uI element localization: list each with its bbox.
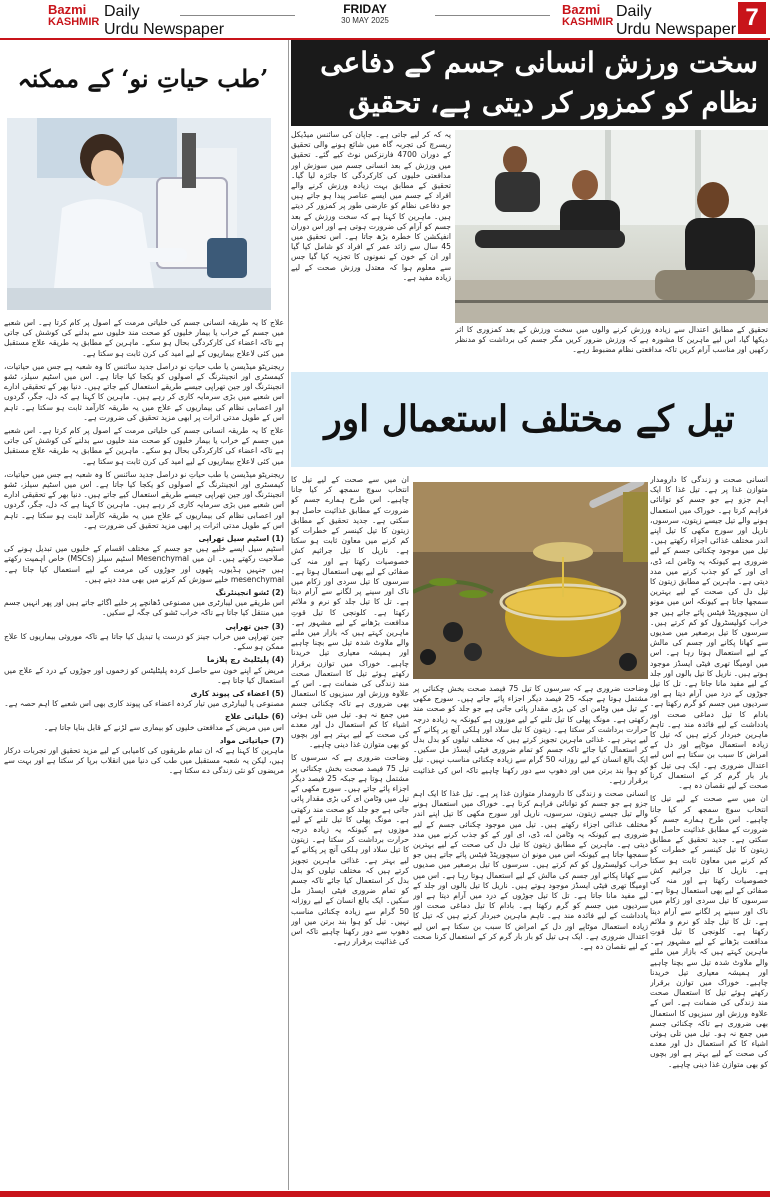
stemcell-body (4, 318, 284, 1189)
stemcell-subhead-1: (1) اسٹیم سیل تھراپی (198, 534, 284, 544)
oil-col1-text: انسانی صحت و زندگی کا دارومدار متوازن غذا پر ہے۔ تیل غذا کا ایک اہم جزو ہے جو جسم کو توانائی فراہم کرتا ہے۔ خوراک میں استعمال ہونے والے تیل جیسے زیتون، سرسوں، ناریل اور سورج مکھی کا تیل اپنے اندر مختلف غذائی اجزاء رکھتے ہیں۔ تیل میں موجود چکنائی جسم کے لیے ضروری ہے کیونکہ یہ وٹامن اے، ڈی، ای اور کے کو جذب کرنے میں مدد دیتی ہے۔ ماہرین کے مطابق زیتون کا تیل دل کی صحت کے لیے بہترین سمجھا جاتا ہے کیونکہ اس میں مونو ان سیچوریٹڈ فیٹس پائے جاتے ہیں جو خراب کولیسٹرول کو کم کرتے ہیں۔ سرسوں کا تیل برصغیر میں صدیوں سے کھانا پکانے اور جسم کی مالش کے لیے استعمال ہوتا رہا ہے۔ اس میں اومیگا تھری فیٹی ایسڈز موجود ہوتے ہیں۔ ناریل کا تیل بالوں اور جلد کے لیے مفید مانا جاتا ہے۔ تل کا تیل جوڑوں کے درد میں آرام دیتا ہے اور سردیوں میں جسم کو گرم رکھتا ہے۔ بادام کا تیل دماغی صحت اور یادداشت کے لیے فائدہ مند ہے۔ تاہم ماہرین خبردار کرتے ہیں کہ تیل کا زیادہ استعمال موٹاپے اور دل کے امراض کا سبب بن سکتا ہے اس لیے اعتدال ضروری ہے۔ ایک ہی تیل کو بار بار گرم کر کے استعمال کرنا صحت کے لیے نقصان دہ ہے۔ (650, 475, 768, 791)
stemcell-intro-cont: علاج کا یہ طریقہ انسانی جسم کی خلیاتی مرمت کے اصول پر کام کرتا ہے۔ اس شعبے میں جسم کے خراب یا بیمار خلیوں کو صحت مند خلیوں سے بدلنے کی کوشش کی جاتی ہے تاکہ اعضاء کی کارکردگی بحال ہو سکے۔ ماہرین کے مطابق یہ طریقہ علاج مستقبل میں کئی لاعلاج بیماریوں کے لیے امید کی کرن ثابت ہو سکتا ہے۔ (4, 426, 284, 466)
stemcell-body-2: اس طریقے میں لیبارٹری میں مصنوعی ڈھانچے پر خلیے اگائے جاتے ہیں اور پھر انہیں جسم میں منتقل کیا جاتا ہے تاکہ خراب ٹشو کی جگہ لے سکیں۔ (4, 598, 284, 618)
exercise-body-text: یہ کہ کر لیے جاتی ہے۔ جاپان کی سائنس میڈیکل ریسرچ کی تجربہ گاہ میں شائع ہونے والی تحقیق کے دوران 4700 فارنزکس نوٹ کیے گئے۔ تحقیق میں ورزش کے بعد انسانی جسم میں سوزش اور مدافعتی خلیوں کی کارکردگی کا جائزہ لیا گیا۔ تحقیق کے مطابق بہت زیادہ ورزش کرنے والے افراد کے جسم میں ایسے عناصر پیدا ہو جاتے ہیں جو دفاعی نظام کو عارضی طور پر کمزور کر دیتے ہیں۔ ماہرین کا کہنا ہے کہ سخت ورزش کے بعد جسم کو آرام کی ضرورت ہوتی ہے اور اس دوران انفیکشن کا خطرہ بڑھ جاتا ہے۔ اس تحقیق میں 45 سال سے زائد عمر کے افراد کو شامل کیا گیا اور ان کے خون کے نمونوں کا تجزیہ کیا گیا جس سے معلوم ہوا کہ معتدل ورزش صحت کے لیے زیادہ مفید ہے۔ (291, 130, 451, 282)
brand-place: KASHMIR (48, 16, 100, 28)
brand-sub-left (104, 3, 224, 39)
stemcell-body-1: اسٹیم سیل ایسے خلیے ہیں جو جسم کے مختلف اقسام کے خلیوں میں تبدیل ہونے کی صلاحیت رکھتے ہیں۔ ان میں Mesenchymal اسٹیم سیلز (MSCs) خاص اہمیت رکھتے ہیں جنہیں ہڈیوں، پٹھوں اور جوڑوں کی مرمت کے لیے استعمال کیا جاتا ہے۔ mesenchymal خلیے سوزش کم کرنے میں بھی مدد دیتے ہیں۔ (4, 544, 284, 584)
lab-scientist-photo (7, 118, 271, 310)
olive-oil-photo (413, 482, 648, 679)
brand-right[interactable] (562, 3, 613, 28)
oil-col2-cont: انسانی صحت و زندگی کا دارومدار متوازن غذا پر ہے۔ تیل غذا کا ایک اہم جزو ہے جو جسم کو توانائی فراہم کرتا ہے۔ خوراک میں استعمال ہونے والے تیل جیسے زیتون، سرسوں، ناریل اور سورج مکھی کا تیل اپنے اندر مختلف غذائی اجزاء رکھتے ہیں۔ تیل میں موجود چکنائی جسم کے لیے ضروری ہے کیونکہ یہ وٹامن اے، ڈی، ای اور کے کو جذب کرنے میں مدد دیتی ہے۔ ماہرین کے مطابق زیتون کا تیل دل کی صحت کے لیے بہترین سمجھا جاتا ہے کیونکہ اس میں مونو ان سیچوریٹڈ فیٹس پائے جاتے ہیں جو خراب کولیسٹرول کو کم کرتے ہیں۔ سرسوں کا تیل برصغیر میں صدیوں سے کھانا پکانے اور جسم کی مالش کے لیے استعمال ہوتا رہا ہے۔ اس میں اومیگا تھری فیٹی ایسڈز موجود ہوتے ہیں۔ ناریل کا تیل بالوں اور جلد کے لیے مفید مانا جاتا ہے۔ تل کا تیل جوڑوں کے درد میں آرام دیتا ہے اور سردیوں میں جسم کو گرم رکھتا ہے۔ بادام کا تیل دماغی صحت اور یادداشت کے لیے فائدہ مند ہے۔ تاہم ماہرین خبردار کرتے ہیں کہ تیل کا زیادہ استعمال موٹاپے اور دل کے امراض کا سبب بن سکتا ہے اس لیے اعتدال ضروری ہے۔ ایک ہی تیل کو بار بار گرم کر کے استعمال کرنا صحت کے لیے نقصان دہ ہے۔ (413, 789, 648, 952)
oil-col2-text: وضاحت ضروری ہے کہ سرسوں کا تیل 75 فیصد صحت بخش چکنائی پر مشتمل ہوتا ہے جبکہ 25 فیصد دیگر اجزاء پائے جاتے ہیں۔ سورج مکھی کے تیل میں وٹامن ای کی بڑی مقدار پائی جاتی ہے جو جلد کو صحت مند رکھتی ہے۔ مونگ پھلی کا تیل تلنے کے لیے موزوں ہے کیونکہ یہ زیادہ درجہ حرارت برداشت کر سکتا ہے۔ زیتون کا تیل سلاد اور ہلکی آنچ پر پکانے کے لیے بہتر ہے۔ غذائی ماہرین تجویز کرتے ہیں کہ مختلف تیلوں کو بدل بدل کر استعمال کیا جائے تاکہ جسم کو تمام ضروری فیٹی ایسڈز مل سکیں۔ ایک بالغ انسان کے لیے روزانہ 50 گرام سے زیادہ چکنائی مناسب نہیں۔ تیل کو ہوا بند برتن میں اور دھوپ سے دور رکھنا چاہیے تاکہ اس کی غذائیت برقرار رہے۔ (413, 684, 648, 785)
stemcell-subhead-5: (5) اعضاء کی پیوند کاری (190, 688, 284, 698)
brand-name-right: Bazmi (562, 2, 601, 17)
stemcell-body-4: مریض کے اپنے خون سے حاصل کردہ پلیٹلیٹس کو زخموں اور جوڑوں کے درد کے علاج میں استعمال کیا جاتا ہے۔ (4, 665, 284, 685)
masthead-rule-right (435, 15, 550, 16)
brand-sub-daily-right: Daily (616, 3, 652, 20)
brand-sub-urdu: Urdu Newspaper (104, 21, 225, 38)
brand-sub-urdu-right: Urdu Newspaper (616, 21, 737, 38)
oil-col1 (650, 475, 768, 1189)
exercise-headline[interactable]: سخت ورزش انسانی جسم کے دفاعی نظام کو کمزور کر دیتی ہے، تحقیق (291, 40, 768, 126)
dateline (300, 2, 430, 25)
stemcell-body-6: اس میں مریض کے مدافعتی خلیوں کو بیماری سے لڑنے کے قابل بنایا جاتا ہے۔ (43, 722, 284, 732)
stemcell-body-5: مصنوعی یا لیبارٹری میں تیار کردہ اعضاء کی پیوند کاری بھی اس شعبے کا اہم حصہ ہے۔ (4, 699, 284, 709)
brand-left[interactable] (48, 3, 99, 28)
footer-bar (0, 1191, 770, 1197)
exercise-photo (455, 130, 768, 323)
stemcell-subhead-6: (6) خلیاتی علاج (224, 712, 284, 722)
stemcell-main: ریجنریٹو میڈیسن یا طب حیاتِ نو دراصل جدید سائنس کا وہ شعبہ ہے جس میں حیاتیات، کیمسٹری اور انجینئرنگ کے اصولوں کو یکجا کیا جاتا ہے۔ اس میں اسٹیم سیلز، ٹشو انجینئرنگ اور جین تھراپی جیسے طریقے استعمال کیے جاتے ہیں۔ دنیا بھر کے تحقیقی ادارے اس شعبے میں بڑی سرمایہ کاری کر رہے ہیں۔ ماہرین کا کہنا ہے کہ دل، جگر، گردوں اور اعصابی نظام کی بیماریوں کے علاج میں یہ طریقہ کارآمد ثابت ہو سکتا ہے۔ تاہم اس کے طویل مدتی اثرات پر ابھی مزید تحقیق کی ضرورت ہے۔ (4, 361, 284, 422)
exercise-body-bottom (455, 325, 768, 365)
brand-place-right: KASHMIR (562, 16, 614, 28)
oil-col1-cont: ان میں سے صحت کے لیے تیل کا انتخاب سوچ سمجھ کر کیا جانا چاہیے۔ اس طرح ہمارے جسم کو ضرورت کے مطابق غذائیت حاصل ہو سکتی ہے۔ جدید تحقیق کے مطابق زیتون کا تیل کینسر کے خطرات کو کم کرنے میں معاون ثابت ہو سکتا ہے۔ ناریل کا تیل جراثیم کش خصوصیات رکھتا ہے اور منہ کی صفائی کے لیے بھی استعمال ہوتا ہے۔ سرسوں کا تیل سردی اور زکام میں ناک اور سینے پر لگانے سے آرام دیتا ہے۔ تل کا تیل جلد کو نرم و ملائم رکھتا ہے۔ کلونجی کا تیل قوتِ مدافعت بڑھانے کے لیے مشہور ہے۔ ماہرین کہتے ہیں کہ بازار میں ملنے والے ملاوٹ شدہ تیل سے بچنا چاہیے اور ہمیشہ معیاری تیل خریدنا چاہیے۔ خوراک میں توازن برقرار رکھتے ہوئے تیل کا استعمال صحت مند زندگی کی ضمانت ہے۔ اس کے علاوہ ورزش اور سبزیوں کا استعمال بھی ضروری ہے تاکہ چکنائی جسم میں جمع نہ ہو۔ تیل میں تلی ہوئی اشیاء کا کم استعمال دل اور معدے کی صحت کے لیے بہتر ہے اور بچوں کو بھی متوازن غذا دینی چاہیے۔ (650, 794, 768, 1069)
stemcell-headline[interactable]: ’طب حیاتِ نو‘ کے ممکنہ (17, 64, 269, 93)
stemcell-subhead-4: (4) پلیٹلیٹ رچ پلازما (207, 655, 284, 665)
stemcell-intro: علاج کا یہ طریقہ انسانی جسم کی خلیاتی مرمت کے اصول پر کام کرتا ہے۔ اس شعبے میں جسم کے خراب یا بیمار خلیوں کو صحت مند خلیوں سے بدلنے کی کوشش کی جاتی ہے تاکہ اعضاء کی کارکردگی بحال ہو سکے۔ ماہرین کے مطابق یہ طریقہ علاج مستقبل میں کئی لاعلاج بیماریوں کے لیے امید کی کرن ثابت ہو سکتا ہے۔ (4, 318, 284, 358)
brand-name: Bazmi (48, 2, 87, 17)
stemcell-body-3: جین تھراپی میں خراب جینز کو درست یا تبدیل کیا جاتا ہے تاکہ موروثی بیماریوں کا علاج ممکن ہو سکے۔ (4, 631, 284, 652)
stemcell-subhead-3: (3) جین تھراپی (225, 621, 284, 631)
brand-sub-right (616, 3, 736, 39)
stemcell-body-7: ماہرین کا کہنا ہے کہ ان تمام طریقوں کی کامیابی کے لیے مزید تحقیق اور تجربات درکار ہیں، لیکن یہ شعبہ مستقبل میں طب کی دنیا میں انقلاب برپا کر سکتا ہے اور بہت سے مریضوں کو نئی زندگی دے سکتا ہے۔ (4, 745, 284, 776)
oil-col3-cont: وضاحت ضروری ہے کہ سرسوں کا تیل 75 فیصد صحت بخش چکنائی پر مشتمل ہوتا ہے جبکہ 25 فیصد دیگر اجزاء پائے جاتے ہیں۔ سورج مکھی کے تیل میں وٹامن ای کی بڑی مقدار پائی جاتی ہے جو جلد کو صحت مند رکھتی ہے۔ مونگ پھلی کا تیل تلنے کے لیے موزوں ہے کیونکہ یہ زیادہ درجہ حرارت برداشت کر سکتا ہے۔ زیتون کا تیل سلاد اور ہلکی آنچ پر پکانے کے لیے بہتر ہے۔ غذائی ماہرین تجویز کرتے ہیں کہ مختلف تیلوں کو بدل بدل کر استعمال کیا جائے تاکہ جسم کو تمام ضروری فیٹی ایسڈز مل سکیں۔ ایک بالغ انسان کے لیے روزانہ 50 گرام سے زیادہ چکنائی مناسب نہیں۔ تیل کو ہوا بند برتن میں اور دھوپ سے دور رکھنا چاہیے تاکہ اس کی غذائیت برقرار رہے۔ (291, 753, 409, 947)
brand-sub-daily: Daily (104, 3, 140, 20)
exercise-body (291, 130, 451, 366)
stemcell-subhead-7: (7) حیاتیاتی مواد (219, 735, 284, 745)
date-label: 30 MAY 2025 (341, 16, 389, 25)
masthead-rule-left (180, 15, 295, 16)
oil-col2 (413, 684, 648, 1189)
day-label: FRIDAY (343, 2, 387, 16)
stemcell-main-cont: ریجنریٹو میڈیسن یا طب حیاتِ نو دراصل جدید سائنس کا وہ شعبہ ہے جس میں حیاتیات، کیمسٹری اور انجینئرنگ کے اصولوں کو یکجا کیا جاتا ہے۔ اس میں اسٹیم سیلز، ٹشو انجینئرنگ اور جین تھراپی جیسے طریقے استعمال کیے جاتے ہیں۔ دنیا بھر کے تحقیقی ادارے اس شعبے میں بڑی سرمایہ کاری کر رہے ہیں۔ ماہرین کا کہنا ہے کہ دل، جگر، گردوں اور اعصابی نظام کی بیماریوں کے علاج میں یہ طریقہ کارآمد ثابت ہو سکتا ہے۔ تاہم اس کے طویل مدتی اثرات پر ابھی مزید تحقیق کی ضرورت ہے۔ (4, 469, 284, 530)
page-number: 7 (738, 2, 766, 34)
exercise-body-bottom-text: تحقیق کے مطابق اعتدال سے زیادہ ورزش کرنے والوں میں سخت ورزش کے بعد کمزوری کا اثر دیکھا گیا، اس لیے ماہرین کا مشورہ ہے کہ ورزش ضرور کریں مگر جسم کی برداشت کو مدنظر رکھیں اور مناسب آرام کریں تاکہ مدافعتی نظام مضبوط رہے۔ (455, 325, 768, 355)
oil-col3 (291, 475, 409, 1189)
oil-col3-text: ان میں سے صحت کے لیے تیل کا انتخاب سوچ سمجھ کر کیا جانا چاہیے۔ اس طرح ہمارے جسم کو ضرورت کے مطابق غذائیت حاصل ہو سکتی ہے۔ جدید تحقیق کے مطابق زیتون کا تیل کینسر کے خطرات کو کم کرنے میں معاون ثابت ہو سکتا ہے۔ ناریل کا تیل جراثیم کش خصوصیات رکھتا ہے اور منہ کی صفائی کے لیے بھی استعمال ہوتا ہے۔ سرسوں کا تیل سردی اور زکام میں ناک اور سینے پر لگانے سے آرام دیتا ہے۔ تل کا تیل جلد کو نرم و ملائم رکھتا ہے۔ کلونجی کا تیل قوتِ مدافعت بڑھانے کے لیے مشہور ہے۔ ماہرین کہتے ہیں کہ بازار میں ملنے والے ملاوٹ شدہ تیل سے بچنا چاہیے اور ہمیشہ معیاری تیل خریدنا چاہیے۔ خوراک میں توازن برقرار رکھتے ہوئے تیل کا استعمال صحت مند زندگی کی ضمانت ہے۔ اس کے علاوہ ورزش اور سبزیوں کا استعمال بھی ضروری ہے تاکہ چکنائی جسم میں جمع نہ ہو۔ تیل میں تلی ہوئی اشیاء کا کم استعمال دل اور معدے کی صحت کے لیے بہتر ہے اور بچوں کو بھی متوازن غذا دینی چاہیے۔ (291, 475, 409, 750)
oil-headline[interactable]: تیل کے مختلف استعمال اور (291, 372, 768, 467)
masthead (0, 0, 770, 40)
stemcell-subhead-2: (2) ٹشو انجینئرنگ (215, 588, 284, 598)
column-separator (288, 40, 289, 1190)
